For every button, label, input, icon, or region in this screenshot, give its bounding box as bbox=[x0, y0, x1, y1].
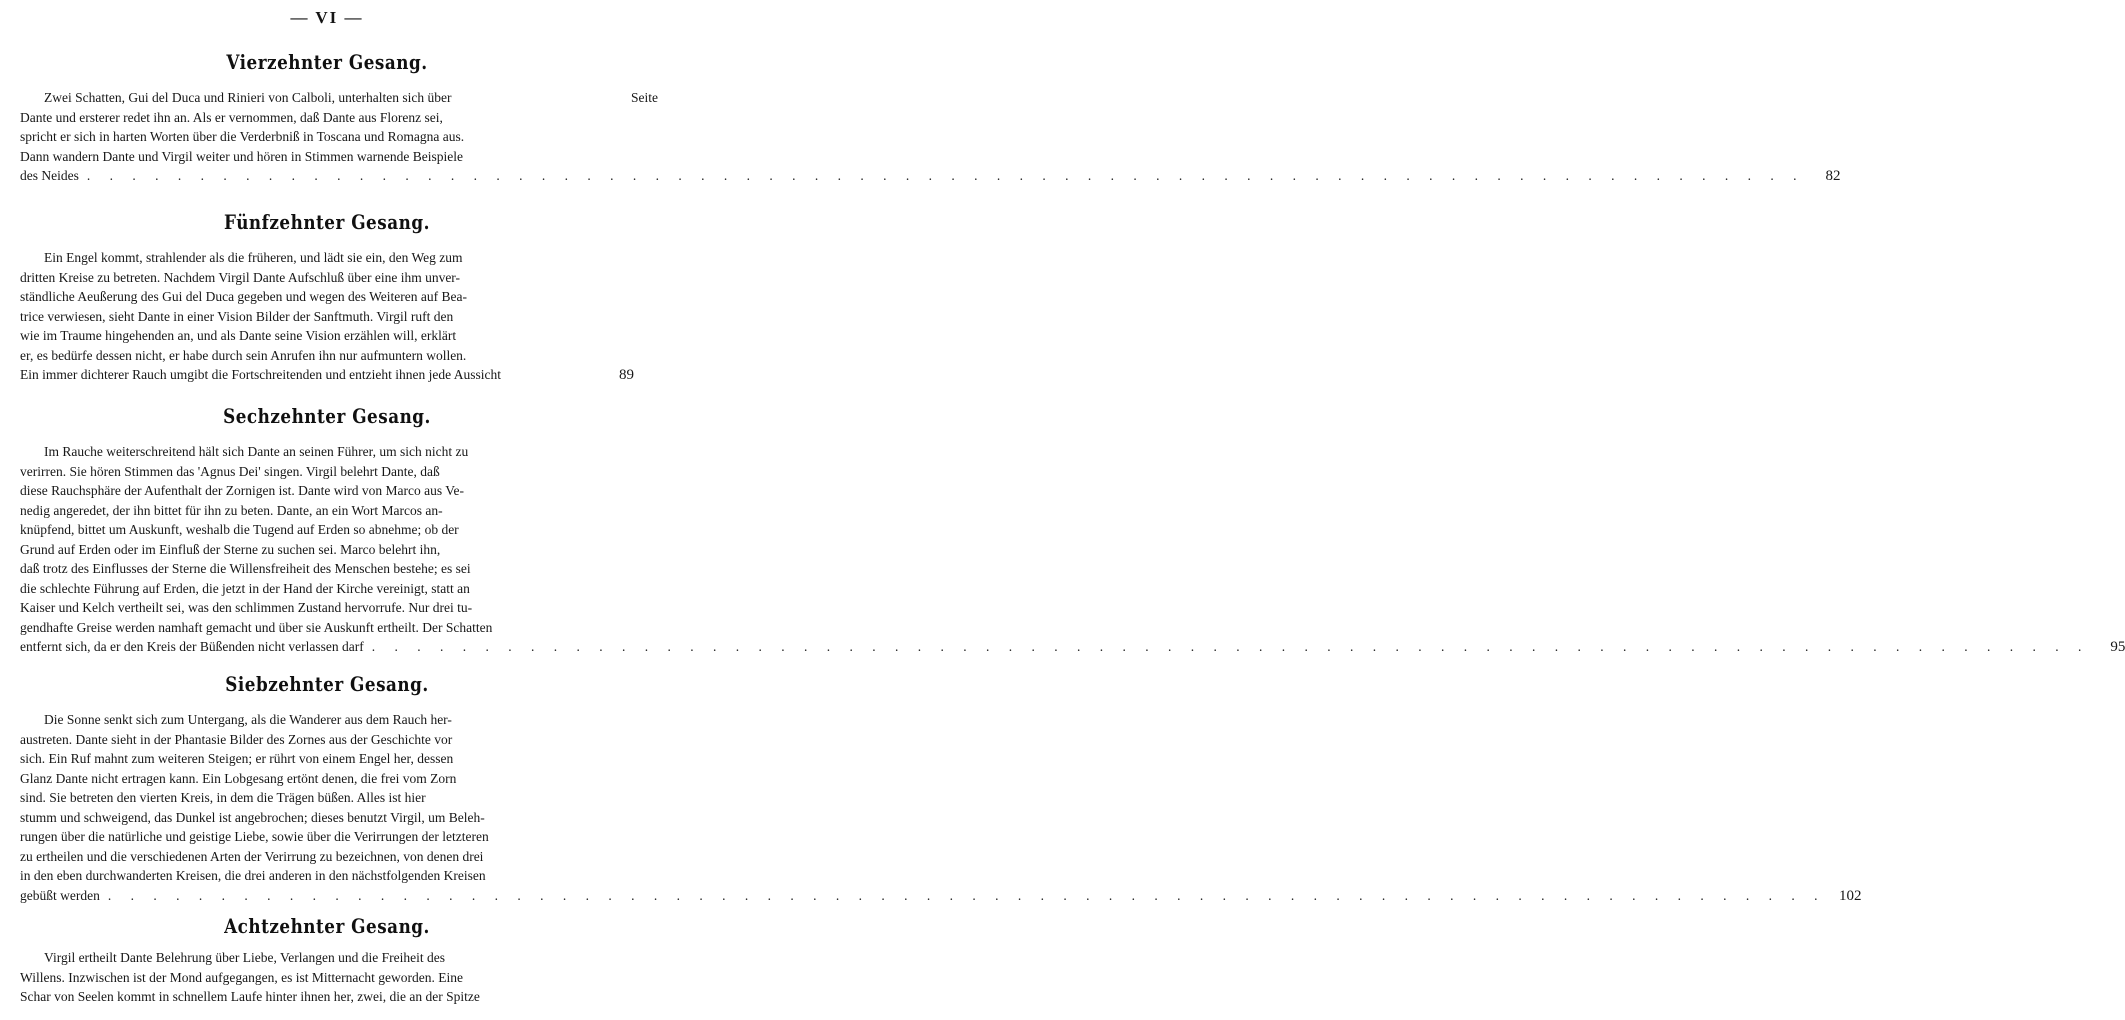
line-text: Ein immer dichterer Rauch umgibt die Fortschreitenden und entzieht ihnen jede Aussicht bbox=[20, 367, 501, 382]
line-text: entfernt sich, da er den Kreis der Büßenden nicht verlassen darf bbox=[20, 639, 364, 654]
line-text: die schlechte Führung auf Erden, die jetzt in der Hand der Kirche vereinigt, statt an bbox=[20, 580, 470, 596]
body-line bbox=[20, 540, 634, 560]
page-number: — VI — bbox=[290, 8, 364, 27]
body-line bbox=[20, 326, 634, 346]
line-text: stumm und schweigend, das Dunkel ist angebrochen; dieses benutzt Virgil, um Beleh- bbox=[20, 809, 485, 825]
line-text: wie im Traume hingehenden an, und als Dante seine Vision erzählen will, erklärt bbox=[20, 328, 457, 343]
page-reference: 89 bbox=[619, 367, 634, 383]
body-line bbox=[20, 987, 634, 1007]
body-line bbox=[20, 248, 658, 268]
body-line bbox=[20, 769, 634, 789]
line-text: Die Sonne senkt sich zum Untergang, als die Wanderer aus dem Rauch her- bbox=[44, 712, 452, 727]
page-reference: 95 bbox=[2110, 639, 2125, 655]
section-title: Vierzehnter Gesang. bbox=[226, 50, 428, 74]
body-line bbox=[20, 827, 634, 847]
line-text: des Neides bbox=[20, 168, 79, 183]
body-line-last bbox=[20, 166, 1841, 187]
body-line bbox=[20, 462, 634, 482]
body-line bbox=[20, 287, 634, 307]
section-vierzehnter bbox=[20, 50, 1841, 187]
line-text: Dante und ersterer redet ihn an. Als er vernommen, daß Dante aus Florenz sei, bbox=[20, 109, 443, 125]
line-text: gebüßt werden bbox=[20, 887, 100, 903]
line-text: Willens. Inzwischen ist der Mond aufgegangen, es ist Mitternacht geworden. Eine bbox=[20, 969, 463, 985]
line-text: Im Rauche weiterschreitend hält sich Dante an seinen Führer, um sich nicht zu bbox=[44, 444, 469, 459]
dot-leader bbox=[108, 886, 1826, 906]
line-text: Grund auf Erden oder im Einfluß der Sterne zu suchen sei. Marco belehrt ihn, bbox=[20, 541, 441, 557]
body-line-last bbox=[20, 365, 634, 386]
body-line bbox=[20, 866, 634, 886]
page-reference: 82 bbox=[1825, 168, 1841, 184]
line-text: zu ertheilen und die verschiedenen Arten der Verirrung zu bezeichnen, von denen drei bbox=[20, 848, 484, 864]
body-line bbox=[20, 108, 634, 128]
line-text: Kaiser und Kelch vertheilt sei, was den schlimmen Zustand hervorrufe. Nur drei tu- bbox=[20, 600, 473, 615]
body-line bbox=[20, 501, 634, 521]
line-text: verirren. Sie hören Stimmen das 'Agnus Dei' singen. Virgil belehrt Dante, daß bbox=[20, 463, 440, 479]
body-line bbox=[20, 847, 634, 867]
body-line bbox=[20, 559, 634, 579]
body-line bbox=[20, 710, 658, 730]
line-text: gendhafte Greise werden namhaft gemacht und über sie Auskunft ertheilt. Der Schatten bbox=[20, 619, 493, 635]
section-achtzehnter bbox=[20, 914, 634, 1007]
seite-label: Seite bbox=[631, 90, 658, 105]
line-text: spricht er sich in harten Worten über die Verderbniß in Toscana und Romagna aus. bbox=[20, 129, 465, 144]
dot-leader bbox=[372, 637, 2090, 657]
line-text: knüpfend, bittet um Auskunft, weshalb die Tugend auf Erden so abnehme; ob der bbox=[20, 522, 459, 537]
line-text: er, es bedürfe dessen nicht, er habe durch sein Anrufen ihn nur aufmuntern wollen. bbox=[20, 347, 467, 363]
section-siebzehnter bbox=[20, 672, 1862, 906]
body-line bbox=[20, 730, 634, 750]
body-line bbox=[20, 598, 634, 618]
line-text: sich. Ein Ruf mahnt zum weiteren Steigen; er rührt von einem Engel her, dessen bbox=[20, 751, 454, 766]
line-text: Ein Engel kommt, strahlender als die früheren, und lädt sie ein, den Weg zum bbox=[44, 250, 463, 265]
section-title: Siebzehnter Gesang. bbox=[225, 672, 429, 696]
body-line bbox=[20, 808, 634, 828]
section-title: Achtzehnter Gesang. bbox=[224, 914, 430, 938]
body-line bbox=[20, 307, 634, 327]
section-body bbox=[20, 88, 1841, 187]
line-text: sind. Sie betreten den vierten Kreis, in dem die Trägen büßen. Alles ist hier bbox=[20, 790, 426, 805]
dot-leader bbox=[87, 166, 1805, 186]
line-text: dritten Kreise zu betreten. Nachdem Virgil Dante Aufschluß über eine ihm unver- bbox=[20, 269, 461, 285]
body-line bbox=[20, 749, 634, 769]
section-title: Fünfzehnter Gesang. bbox=[224, 210, 430, 234]
body-line-last bbox=[20, 886, 1862, 907]
line-text: austreten. Dante sieht in der Phantasie Bilder des Zornes aus der Geschichte vor bbox=[20, 731, 453, 747]
line-text: ständliche Aeußerung des Gui del Duca gegeben und wegen des Weiteren auf Bea- bbox=[20, 289, 468, 304]
body-line bbox=[20, 147, 634, 167]
body-line bbox=[20, 442, 658, 462]
body-line bbox=[20, 788, 634, 808]
body-line bbox=[20, 968, 634, 988]
body-line bbox=[20, 618, 634, 638]
line-text: diese Rauchsphäre der Aufenthalt der Zornigen ist. Dante wird von Marco aus Ve- bbox=[20, 483, 464, 498]
body-line bbox=[20, 948, 658, 968]
body-line bbox=[20, 88, 658, 108]
body-line bbox=[20, 268, 634, 288]
section-title: Sechzehnter Gesang. bbox=[223, 404, 431, 428]
section-body bbox=[20, 442, 2125, 658]
section-body bbox=[20, 248, 634, 386]
line-text: Schar von Seelen kommt in schnellem Laufe hinter ihnen her, zwei, die an der Spitze bbox=[20, 989, 480, 1004]
line-text: Glanz Dante nicht ertragen kann. Ein Lobgesang ertönt denen, die frei vom Zorn bbox=[20, 770, 457, 786]
body-line bbox=[20, 346, 634, 366]
line-text: Dann wandern Dante und Virgil weiter und hören in Stimmen warnende Beispiele bbox=[20, 148, 463, 164]
page-reference: 102 bbox=[1838, 887, 1862, 904]
section-fuenfzehnter bbox=[20, 210, 634, 386]
section-body bbox=[20, 710, 1862, 906]
line-text: in den eben durchwanderten Kreisen, die drei anderen in den nächstfolgenden Kreisen bbox=[20, 868, 486, 883]
body-line bbox=[20, 579, 634, 599]
line-text: nedig angeredet, der ihn bittet für ihn zu beten. Dante, an ein Wort Marcos an- bbox=[20, 502, 443, 518]
body-line-last bbox=[20, 637, 2125, 658]
line-text: rungen über die natürliche und geistige Liebe, sowie über die Verirrungen der letzteren bbox=[20, 829, 489, 844]
body-line bbox=[20, 127, 634, 147]
body-line bbox=[20, 481, 634, 501]
section-sechzehnter bbox=[20, 404, 2125, 658]
body-line bbox=[20, 520, 634, 540]
section-body bbox=[20, 948, 634, 1007]
line-text: daß trotz des Einflusses der Sterne die Willensfreiheit des Menschen bestehe; es sei bbox=[20, 561, 471, 576]
line-text: Zwei Schatten, Gui del Duca und Rinieri von Calboli, unterhalten sich über bbox=[44, 90, 452, 105]
line-text: trice verwiesen, sieht Dante in einer Vision Bilder der Sanftmuth. Virgil ruft den bbox=[20, 308, 454, 324]
line-text: Virgil ertheilt Dante Belehrung über Liebe, Verlangen und die Freiheit des bbox=[44, 950, 445, 965]
